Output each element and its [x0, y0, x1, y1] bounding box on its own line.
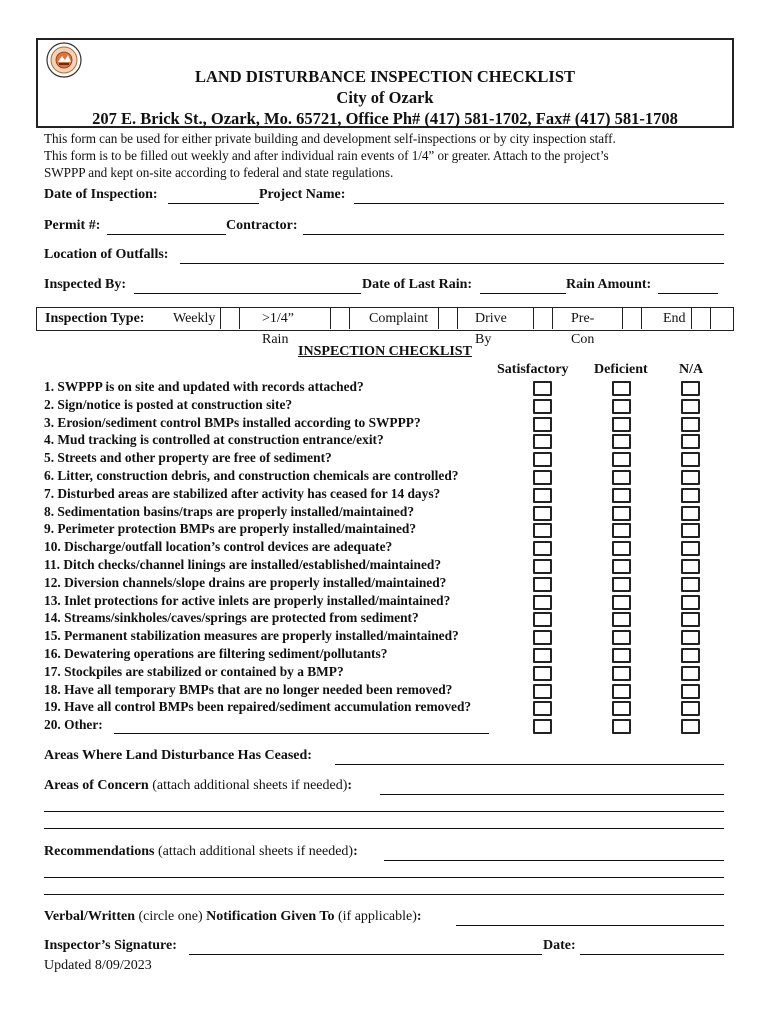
satisfactory-checkbox[interactable]	[533, 719, 552, 734]
checklist-item: 10. Discharge/outfall location’s control devices are adequate?	[44, 539, 393, 555]
checklist-item: 11. Ditch checks/channel linings are installed/established/maintained?	[44, 557, 442, 572]
intro-line: SWPPP and kept on-site according to federal and state regulations.	[44, 165, 394, 180]
checklist-item: 20. Other:	[44, 717, 103, 733]
areas-of-concern-label: Areas of Concern	[44, 778, 149, 793]
na-checkbox[interactable]	[681, 559, 700, 574]
areas-of-concern-line-3[interactable]	[44, 828, 724, 829]
satisfactory-checkbox[interactable]	[533, 612, 552, 627]
column-satisfactory: Satisfactory	[497, 362, 569, 377]
rain-amount-label: Rain Amount:	[566, 277, 652, 292]
deficient-checkbox[interactable]	[612, 559, 631, 574]
deficient-checkbox[interactable]	[612, 541, 631, 556]
intro-line: This form is to be filled out weekly and after individual rain events of 1/4” or greater. Attach to the project’s	[44, 148, 609, 163]
form-title: LAND DISTURBANCE INSPECTION CHECKLIST	[194, 67, 576, 86]
na-checkbox[interactable]	[681, 666, 700, 681]
end-checkbox[interactable]	[691, 308, 711, 329]
checklist-item: 6. Litter, construction debris, and construction chemicals are controlled?	[44, 468, 459, 483]
deficient-checkbox[interactable]	[612, 630, 631, 645]
deficient-checkbox[interactable]	[612, 470, 631, 485]
areas-of-concern-row	[44, 778, 352, 794]
deficient-checkbox[interactable]	[612, 434, 631, 449]
rain-checkbox[interactable]	[330, 308, 350, 329]
na-checkbox[interactable]	[681, 612, 700, 627]
checklist-item: 5. Streets and other property are free of sediment?	[44, 450, 332, 466]
deficient-checkbox[interactable]	[612, 417, 631, 432]
contractor-field[interactable]	[303, 234, 724, 235]
satisfactory-checkbox[interactable]	[533, 666, 552, 681]
na-checkbox[interactable]	[681, 701, 700, 716]
city-address: 207 E. Brick St., Ozark, Mo. 65721, Office Ph# (417) 581-1702, Fax# (417) 581-1708	[92, 109, 678, 128]
deficient-checkbox[interactable]	[612, 648, 631, 663]
checklist-item: 7. Disturbed areas are stabilized after activity has ceased for 14 days?	[44, 485, 441, 501]
deficient-checkbox[interactable]	[612, 523, 631, 538]
column-deficient: Deficient	[594, 362, 648, 377]
deficient-checkbox[interactable]	[612, 612, 631, 627]
inspection-type-row: Inspection Type: Weekly >1/4” Rain Complaint Drive By Pre-Con End	[36, 307, 734, 331]
drive-by-checkbox[interactable]	[533, 308, 553, 329]
checklist-item: 3. Erosion/sediment control BMPs installed according to SWPPP?	[44, 414, 421, 430]
checklist-item: 2. Sign/notice is posted at construction site?	[44, 396, 293, 412]
colon: :	[353, 844, 358, 859]
deficient-checkbox[interactable]	[612, 488, 631, 503]
satisfactory-checkbox[interactable]	[533, 684, 552, 699]
areas-of-concern-note: (attach additional sheets if needed)	[152, 778, 348, 793]
na-checkbox[interactable]	[681, 719, 700, 734]
inspection-type-label: Inspection Type:	[45, 311, 145, 326]
checklist-item: 9. Perimeter protection BMPs are properly installed/maintained?	[44, 521, 417, 537]
complaint-checkbox[interactable]	[438, 308, 458, 329]
na-checkbox[interactable]	[681, 434, 700, 449]
na-checkbox[interactable]	[681, 541, 700, 556]
deficient-checkbox[interactable]	[612, 452, 631, 467]
satisfactory-checkbox[interactable]	[533, 559, 552, 574]
form-header	[36, 38, 734, 128]
checklist-item: 17. Stockpiles are stabilized or contained by a BMP?	[44, 663, 344, 679]
deficient-checkbox[interactable]	[612, 381, 631, 396]
other-field[interactable]	[114, 733, 489, 734]
inspector-signature-field[interactable]	[189, 954, 542, 955]
city-name: City of Ozark	[336, 88, 434, 107]
satisfactory-checkbox[interactable]	[533, 577, 552, 592]
na-checkbox[interactable]	[681, 523, 700, 538]
satisfactory-checkbox[interactable]	[533, 452, 552, 467]
intro-line: This form can be used for either private building and development self-inspections or by city inspection staff.	[44, 131, 616, 146]
na-checkbox[interactable]	[681, 417, 700, 432]
satisfactory-checkbox[interactable]	[533, 470, 552, 485]
deficient-checkbox[interactable]	[612, 595, 631, 610]
deficient-checkbox[interactable]	[612, 719, 631, 734]
na-checkbox[interactable]	[681, 381, 700, 396]
circle-one-note: (circle one)	[138, 909, 203, 924]
na-checkbox[interactable]	[681, 595, 700, 610]
na-checkbox[interactable]	[681, 470, 700, 485]
project-name-field[interactable]	[354, 203, 724, 204]
satisfactory-checkbox[interactable]	[533, 541, 552, 556]
notification-row	[44, 909, 422, 925]
satisfactory-checkbox[interactable]	[533, 595, 552, 610]
inspector-signature-label: Inspector’s Signature:	[44, 938, 177, 953]
checklist-item: 15. Permanent stabilization measures are properly installed/maintained?	[44, 628, 459, 644]
date-of-last-rain-field[interactable]	[480, 293, 566, 294]
checklist-item: 1. SWPPP is on site and updated with records attached?	[44, 379, 364, 394]
checklist-item: 19. Have all control BMPs been repaired/sediment accumulation removed?	[44, 699, 472, 715]
satisfactory-checkbox[interactable]	[533, 381, 552, 396]
inspected-by-label: Inspected By:	[44, 277, 127, 292]
satisfactory-checkbox[interactable]	[533, 701, 552, 716]
na-checkbox[interactable]	[681, 630, 700, 645]
updated-date: Updated 8/09/2023	[44, 958, 152, 973]
project-name-label: Project Name:	[259, 187, 346, 202]
recommendations-line-3[interactable]	[44, 894, 724, 895]
checklist-item: 16. Dewatering operations are filtering sediment/pollutants?	[44, 646, 388, 661]
location-of-outfalls-label: Location of Outfalls:	[44, 247, 169, 262]
colon: :	[416, 909, 422, 924]
deficient-checkbox[interactable]	[612, 577, 631, 592]
verbal-written-label[interactable]: Verbal/Written	[44, 909, 135, 924]
notification-label: Notification Given To	[206, 909, 335, 924]
checklist-item: 13. Inlet protections for active inlets are properly installed/maintained?	[44, 592, 451, 608]
na-checkbox[interactable]	[681, 506, 700, 521]
na-checkbox[interactable]	[681, 488, 700, 503]
satisfactory-checkbox[interactable]	[533, 630, 552, 645]
date-field[interactable]	[580, 954, 724, 955]
deficient-checkbox[interactable]	[612, 684, 631, 699]
permit-label: Permit #:	[44, 218, 101, 233]
pre-con-checkbox[interactable]	[622, 308, 642, 329]
satisfactory-checkbox[interactable]	[533, 488, 552, 503]
date-of-inspection-label: Date of Inspection:	[44, 187, 158, 202]
na-checkbox[interactable]	[681, 577, 700, 592]
deficient-checkbox[interactable]	[612, 399, 631, 414]
areas-ceased-field[interactable]	[335, 764, 724, 765]
satisfactory-checkbox[interactable]	[533, 648, 552, 663]
inspected-by-field[interactable]	[134, 293, 361, 294]
satisfactory-checkbox[interactable]	[533, 399, 552, 414]
areas-of-concern-field[interactable]	[380, 794, 724, 795]
na-checkbox[interactable]	[681, 452, 700, 467]
checklist-item: 14. Streams/sinkholes/caves/springs are protected from sediment?	[44, 610, 419, 626]
na-checkbox[interactable]	[681, 399, 700, 414]
deficient-checkbox[interactable]	[612, 506, 631, 521]
checklist-item: 8. Sedimentation basins/traps are properly installed/maintained?	[44, 503, 415, 519]
recommendations-line-2[interactable]	[44, 877, 724, 878]
permit-field[interactable]	[107, 234, 226, 235]
checklist-item: 4. Mud tracking is controlled at construction entrance/exit?	[44, 432, 384, 448]
checklist-title: INSPECTION CHECKLIST	[298, 344, 472, 359]
checklist-item: 18. Have all temporary BMPs that are no longer needed been removed?	[44, 681, 453, 697]
location-of-outfalls-field[interactable]	[180, 263, 724, 264]
date-of-inspection-field[interactable]	[168, 203, 259, 204]
areas-ceased-label: Areas Where Land Disturbance Has Ceased:	[44, 748, 312, 763]
satisfactory-checkbox[interactable]	[533, 417, 552, 432]
na-checkbox[interactable]	[681, 648, 700, 663]
date-of-last-rain-label: Date of Last Rain:	[362, 277, 473, 292]
contractor-label: Contractor:	[226, 218, 298, 233]
date-label: Date:	[543, 938, 576, 953]
satisfactory-checkbox[interactable]	[533, 523, 552, 538]
satisfactory-checkbox[interactable]	[533, 506, 552, 521]
city-seal-icon	[46, 42, 82, 78]
areas-of-concern-line-2[interactable]	[44, 811, 724, 812]
colon: :	[347, 778, 353, 793]
recommendations-row	[44, 844, 358, 860]
na-checkbox[interactable]	[681, 684, 700, 699]
recommendations-note: (attach additional sheets if needed)	[157, 844, 354, 859]
column-na: N/A	[679, 362, 704, 377]
deficient-checkbox[interactable]	[612, 666, 631, 681]
deficient-checkbox[interactable]	[612, 701, 631, 716]
if-applicable-note: (if applicable)	[337, 909, 417, 924]
checklist-item: 12. Diversion channels/slope drains are properly installed/maintained?	[44, 574, 447, 590]
recommendations-field[interactable]	[384, 860, 724, 861]
notification-field[interactable]	[456, 925, 724, 926]
rain-amount-field[interactable]	[658, 293, 718, 294]
satisfactory-checkbox[interactable]	[533, 434, 552, 449]
weekly-checkbox[interactable]	[220, 308, 240, 329]
recommendations-label: Recommendations	[44, 844, 155, 859]
